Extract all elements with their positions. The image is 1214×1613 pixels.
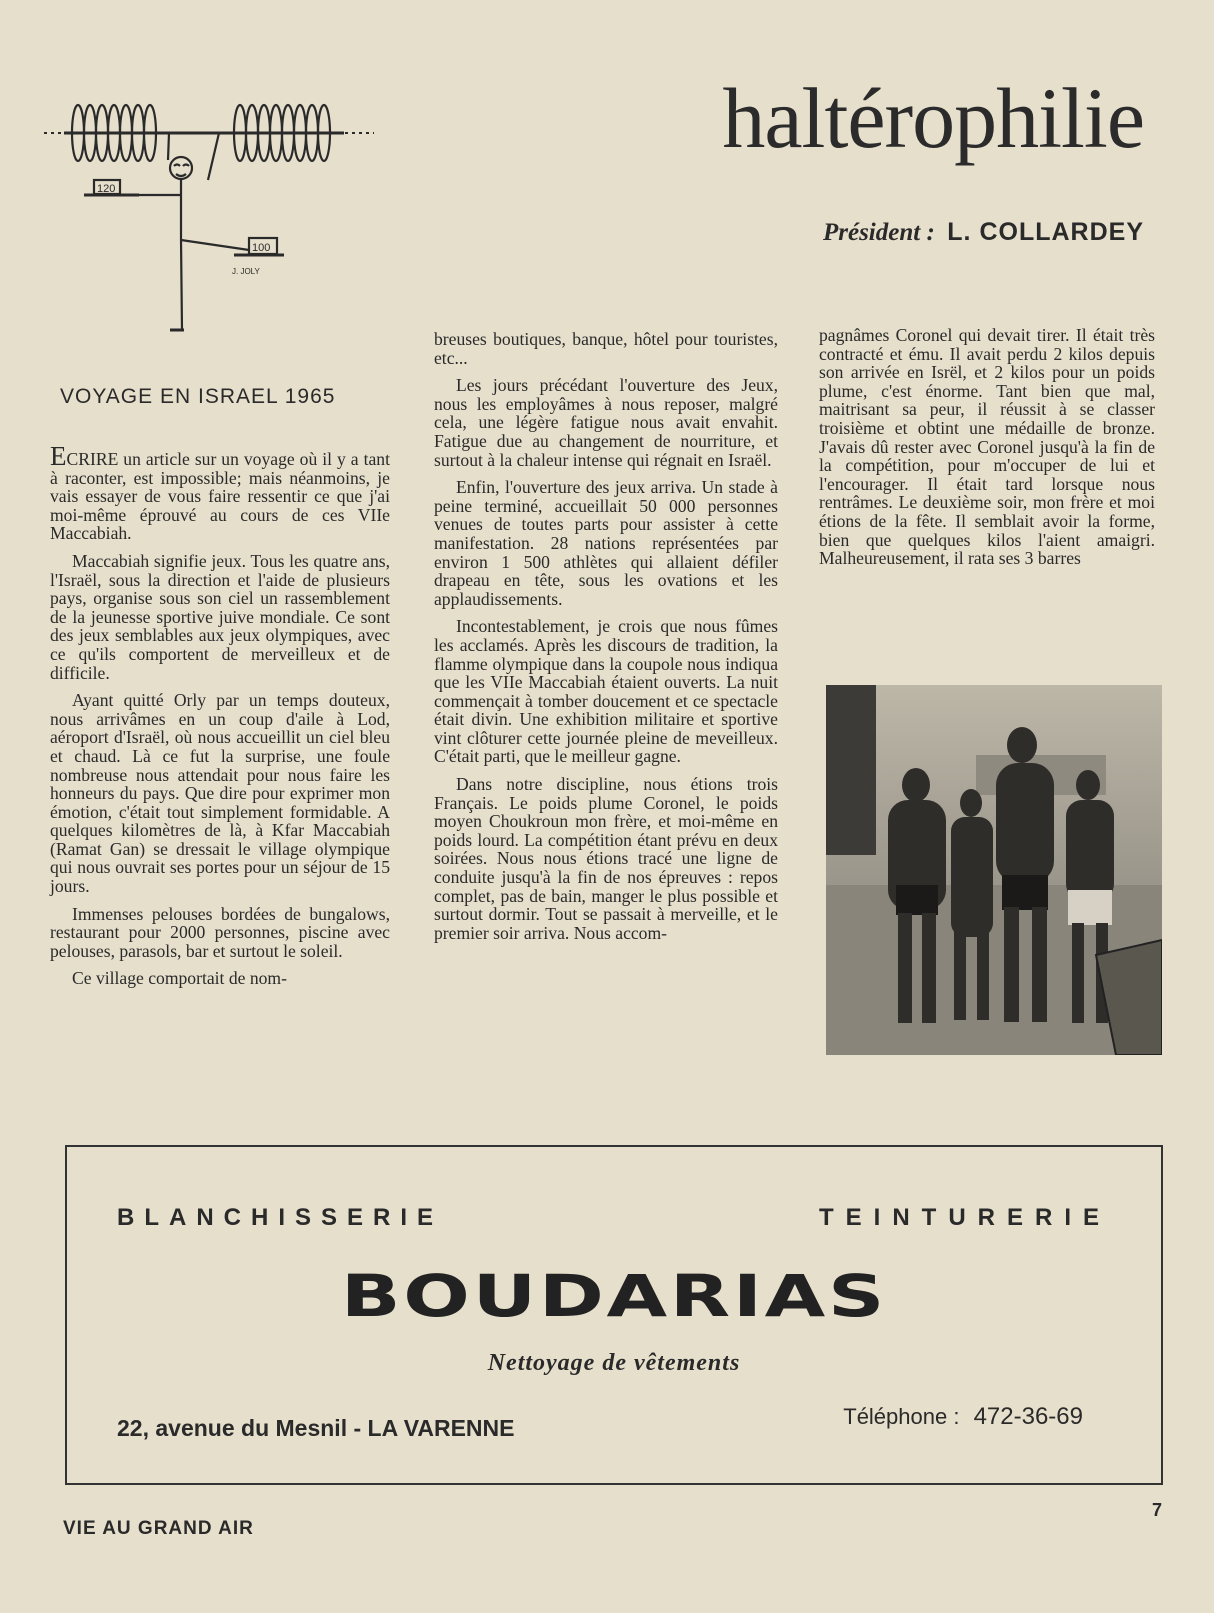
paragraph-text: CRIRE un article sur un voyage où il y a tant à raconter, est impossible; mais néanmoins, je vais essayer de vous faire ressentir ce que j'ai moi-même éprouvé au cours de ces VIIe Maccabiah. xyxy=(50,449,390,544)
drop-cap: E xyxy=(50,441,67,471)
advertisement-box xyxy=(65,1145,1163,1485)
weight-label-left: 120 xyxy=(97,183,116,195)
ad-address: 22, avenue du Mesnil - LA VARENNE xyxy=(117,1415,515,1441)
paragraph: Ayant quitté Orly par un temps douteux, nous arrivâmes en un coup d'aile à Lod, aéroport d'Israël, où nous accueillit un ciel bleu et chaud. Là ce fut la surprise, une foule nombreuse nous attendait pour nous faire les honneurs du pays. Que dire pour exprimer mon émotion, c'était tout simplement formidable. A quelques kilomètres de là, à Kfar Maccabiah (Ramat Gan) se dressait le village olympique qui nous ouvrait ses portes pour un séjour de 15 jours. xyxy=(50,690,390,897)
paragraph: pagnâmes Coronel qui devait tirer. Il était très contracté et ému. Il avait perdu 2 kilos depuis son arrivée en Isrël, et 2 kilos pour un poids plume, c'est énorme. Tant bien que mal, maitrisant sa peur, il réussit à se classer troisième et obtint une médaille de bronze. J'avais dû rester avec Coronel jusqu'à la fin de la compétition, pour m'occuper de lui et l'encourager. Il était tard lorsque nous rentrâmes. Le deuxième soir, mon frère et moi étions de la fête. Il semblait avoir la forme, bien que quelques kilos l'aient amaigri. Malheureusement, il rata ses 3 barres xyxy=(819,325,1155,569)
paragraph: Incontestablement, je crois que nous fûmes les acclamés. Après les discours de tradition, la flamme olympique dans la coupole nous indiqua que les VIIe Maccabiah étaient ouverts. La nuit commençait à tomber doucement et ce spectacle était divin. Une exhibition militaire et sportive vint clôturer cette journée pleine de meveilleux. C'était parti, que le meilleur gagne. xyxy=(434,616,778,767)
paragraph: Les jours précédant l'ouverture des Jeux, nous les employâmes à nous reposer, malgré cela, une légère fatigue nous avait envahit. Fatigue due au changement de nourriture, et surtout à la chaleur intense qui régnait en Israël. xyxy=(434,375,778,470)
paragraph: Dans notre discipline, nous étions trois Français. Le poids plume Coronel, le poids moyen Choukroun mon frère, et moi-même en poids lourd. La compétition étant prévu en deux soirées. Nous nous étions tracé une ligne de conduite jusqu'à la fin de nos épreuves : repos complet, pas de bain, manger le plus possible et surtout dormir. Tout se passait à merveille, et le premier soir arriva. Nous accom- xyxy=(434,774,778,943)
athletes-photo xyxy=(826,685,1162,1055)
ad-service-laundry: BLANCHISSERIE xyxy=(117,1204,444,1231)
article-title: VOYAGE EN ISRAEL 1965 xyxy=(60,385,336,408)
paragraph xyxy=(50,441,390,544)
ad-phone-label: Téléphone : xyxy=(843,1404,960,1429)
artist-signature: J. JOLY xyxy=(232,267,260,276)
president-name: L. COLLARDEY xyxy=(947,218,1144,246)
ad-tagline: Nettoyage de vêtements xyxy=(487,1350,741,1376)
page-number: 7 xyxy=(1151,1500,1162,1520)
weight-label-right: 100 xyxy=(252,242,271,254)
president-line xyxy=(823,218,1144,247)
article-column-1 xyxy=(50,441,390,997)
ad-phone-number: 472-36-69 xyxy=(973,1403,1083,1430)
ad-service-dyeing: TEINTURERIE xyxy=(818,1204,1111,1231)
section-title: haltérophilie xyxy=(722,70,1144,166)
paragraph: Maccabiah signifie jeux. Tous les quatre ans, l'Israël, sous la direction et l'aide de plusieurs pays, organise sous son ciel un rassemblement de la jeunesse sportive juive mondiale. Ce sont des jeux semblables aux jeux olympiques, avec ce qu'ils comportent de merveilleux et de difficile. xyxy=(50,550,390,683)
ad-phone xyxy=(843,1403,1083,1431)
president-label: Président : xyxy=(822,219,935,246)
paragraph: Ce village comportait de nom- xyxy=(72,968,287,989)
article-column-2 xyxy=(434,330,778,951)
paragraph: breuses boutiques, banque, hôtel pour touristes, etc... xyxy=(434,329,778,368)
magazine-name: VIE AU GRAND AIR xyxy=(63,1518,254,1539)
weightlifter-illustration xyxy=(44,100,374,350)
article-column-3 xyxy=(819,326,1155,577)
paragraph: Enfin, l'ouverture des jeux arriva. Un stade à peine terminé, accueillait 50 000 personnes venues de toutes parts pour assister à cette manifestation. 28 nations représentées par environ 1 500 athlètes qui allaient défiler drapeau en tête, sous les ovations et les applaudissements. xyxy=(434,477,778,609)
ad-brand-name: BOUDARIAS xyxy=(340,1262,888,1330)
paragraph: Immenses pelouses bordées de bungalows, restaurant pour 2000 personnes, piscine avec pelouses, parasols, bar et surtout le soleil. xyxy=(50,903,390,961)
